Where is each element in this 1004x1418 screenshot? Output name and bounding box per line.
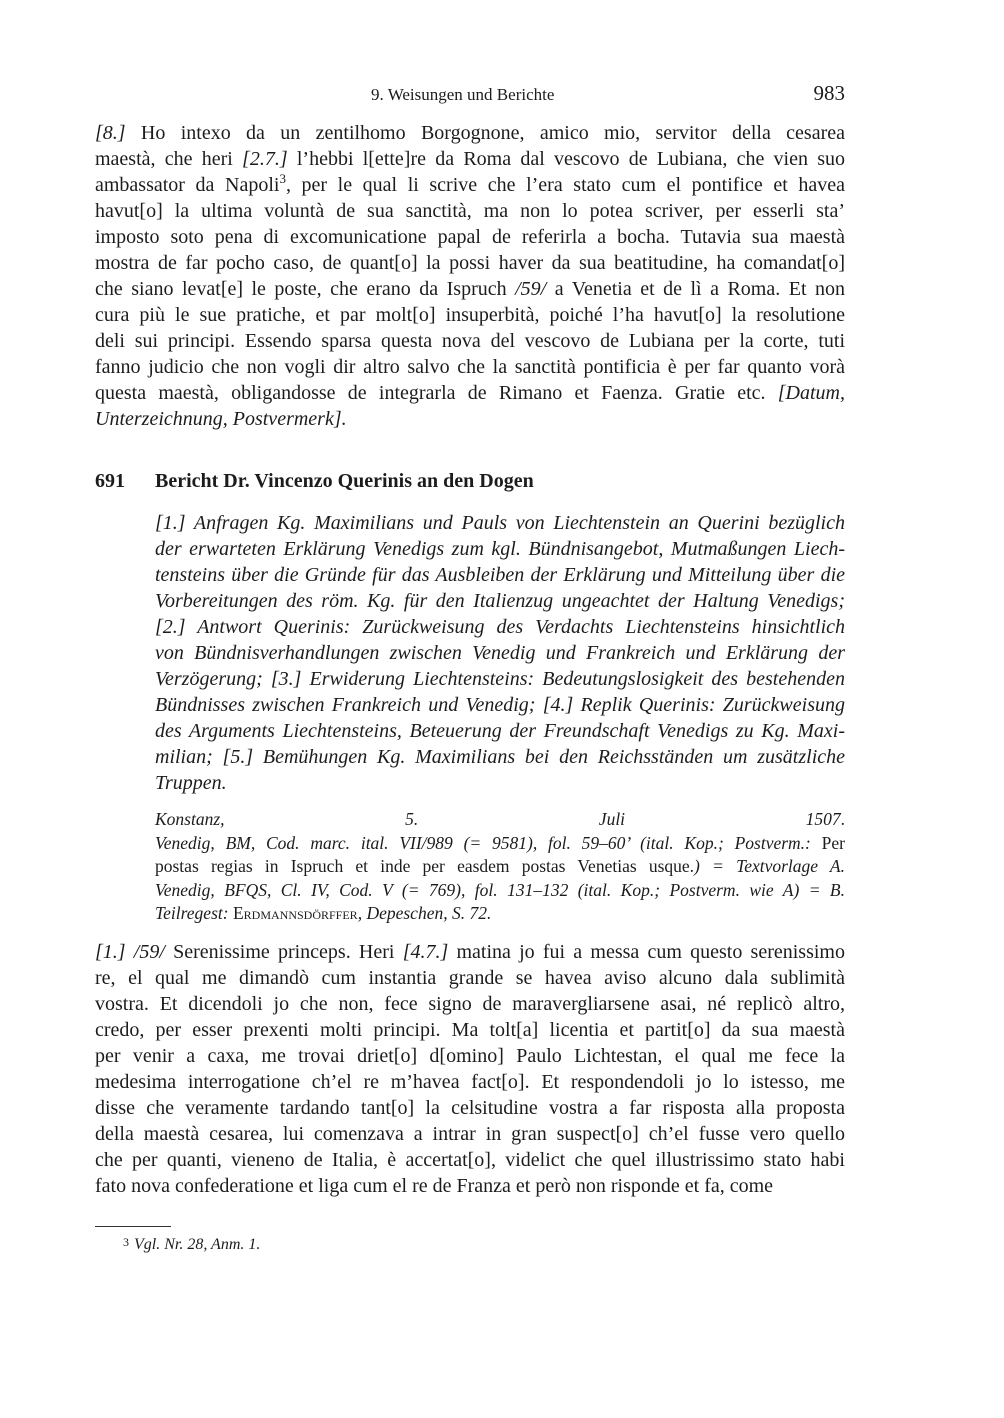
- text-line: [155, 855, 845, 879]
- text-line: [95, 1147, 845, 1173]
- text-line: [155, 640, 845, 666]
- text-segment: che siano levat[e] le poste, che erano da Ispruch: [95, 278, 516, 300]
- text-segment: Teilregest:: [155, 903, 233, 923]
- text-segment: [2.7.]: [242, 148, 288, 170]
- document-number: 691: [95, 470, 125, 492]
- text-line: [95, 302, 845, 328]
- text-line: [95, 1121, 845, 1147]
- text-segment: von Bündnisverhandlungen zwischen Venedig und Frankreich und Erklärung der: [155, 642, 845, 664]
- text-line: [95, 380, 845, 406]
- text-line: [155, 902, 845, 926]
- text-segment: .: [840, 809, 845, 829]
- text-segment: Venedig, BFQS, Cl. IV, Cod. V (= 769), fol. 131–132 (ital. Kop.; Postverm. wie A) = B.: [155, 879, 845, 900]
- text-line: [95, 1043, 845, 1069]
- text-line: [155, 536, 845, 562]
- text-segment: disse che veramente tardando tant[o] la celsitudine vostra a far risposta alla proposta: [95, 1097, 845, 1119]
- text-segment: tensteins über die Gründe für das Ausbleiben der Erklärung und Mitteilung über die: [155, 564, 845, 586]
- text-segment: Truppen.: [155, 772, 227, 794]
- text-line: [155, 562, 845, 588]
- text-segment: fanno judicio che non vogli dir altro salvo che la sanctità pontificia è per far quanto vorà: [95, 356, 845, 378]
- text-segment: , Depeschen, S. 72.: [357, 903, 492, 923]
- text-segment: Bündnisses zwischen Frankreich und Venedig; [4.] Replik Querinis: Zurückweisung: [155, 694, 845, 716]
- text-segment: Serenissime princeps. Heri: [164, 941, 403, 963]
- text-line: [95, 276, 845, 302]
- text-line: [95, 198, 845, 224]
- text-segment: a Venetia et de lì a Roma. Et non: [546, 278, 845, 300]
- text-segment: fato nova confederatione et liga cum el re de Franza et però non risponde et fa, come: [95, 1175, 774, 1197]
- text-line: [95, 991, 845, 1017]
- text-line: [95, 250, 845, 276]
- text-line: [155, 692, 845, 718]
- text-line: [95, 120, 845, 146]
- document-heading: [95, 468, 845, 494]
- text-line: [155, 510, 845, 536]
- text-line: [155, 808, 845, 832]
- text-segment: [1.] Anfragen Kg. Maximilians und Pauls von Liechtenstein an Querini bezüglich: [155, 512, 845, 534]
- text-line: [155, 588, 845, 614]
- text-line: [95, 1017, 845, 1043]
- footnote-rule: [95, 1226, 171, 1227]
- text-segment: Konstanz, 5. Juli 1507: [155, 809, 841, 829]
- text-segment: [Datum,: [777, 382, 845, 404]
- text-segment: Venedig, BM, Cod. marc. ital. VII/989 (= 9581), fol. 59–60’ (ital. Kop.; Postverm.:: [155, 832, 811, 853]
- text-segment: deli sui principi. Essendo sparsa questa nova del vescovo de Lubiana per la corte, tuti: [95, 330, 845, 352]
- text-line: [95, 224, 845, 250]
- text-line: [95, 406, 845, 432]
- text-segment: ambassator da Napoli: [95, 174, 280, 196]
- text-line: [95, 172, 845, 198]
- running-title: 9. Weisungen und Berichte: [371, 85, 555, 104]
- text-segment: mostra de far pocho caso, de quant[o] la possi haver da sua beatitudine, ha comandat[o]: [95, 252, 845, 274]
- text-segment: medesima interrogatione ch’el re m’havea fact[o]. Et respondendoli jo lo istesso, me: [95, 1071, 845, 1093]
- text-line: [95, 1173, 845, 1199]
- page-number: 983: [813, 81, 845, 105]
- text-segment: , per le qual li scrive che l’era stato cum el pontifice et havea: [285, 174, 845, 196]
- document-source-metadata: [155, 808, 845, 926]
- text-line: [95, 939, 845, 965]
- text-segment: credo, per esser prexenti molti principi. Ma tolt[a] licentia et partit[o] da sua maestà: [95, 1019, 845, 1041]
- text-line: [155, 744, 845, 770]
- text-segment: milian; [5.] Bemühungen Kg. Maximilians bei den Reichsständen um zusätzliche: [155, 746, 845, 768]
- author-name: Erdmannsdörffer: [232, 903, 358, 923]
- footnote-text: Vgl. Nr. 28, Anm. 1.: [134, 1236, 261, 1253]
- footnote-mark: 3: [123, 1235, 129, 1249]
- text-line: [95, 1069, 845, 1095]
- text-segment: Per: [810, 832, 846, 853]
- text-line: [155, 879, 845, 903]
- text-line: [155, 832, 845, 856]
- text-segment: imposto soto pena di excomunicatione papal de referirla a bocha. Tutavia sua maestà: [95, 226, 845, 248]
- text-segment: Verzögerung; [3.] Erwiderung Liechtensteins: Bedeutungslosigkeit des bestehenden: [155, 668, 845, 690]
- text-segment: [1.] /59/: [95, 941, 165, 963]
- text-segment: per venir a caxa, me trovai driet[o] d[omino] Paulo Lichtestan, el qual me fece la: [95, 1045, 845, 1067]
- text-segment: /59/: [515, 278, 547, 300]
- running-head: [0, 81, 1004, 108]
- text-segment: Unterzeichnung, Postvermerk].: [95, 408, 347, 430]
- text-line: [95, 146, 845, 172]
- text-segment: l’hebbi l[ette]re da Roma dal vescovo de Lubiana, che vien suo: [287, 148, 845, 170]
- text-line: [155, 718, 845, 744]
- text-segment: Ho intexo da un zentilhomo Borgognone, amico mio, servitor della cesarea: [125, 122, 845, 144]
- text-segment: Vorbereitungen des röm. Kg. für den Italienzug ungeachtet der Haltung Venedigs;: [155, 590, 845, 612]
- text-segment: des Arguments Liechtensteins, Beteuerung der Freundschaft Venedigs zu Kg. Maxi-: [155, 720, 845, 742]
- text-segment: postas regias in Ispruch et inde per easdem postas Venetias usque.: [155, 856, 695, 876]
- text-segment: [4.7.]: [402, 941, 449, 963]
- document-main-text: [95, 939, 845, 1199]
- text-segment: maestà, che heri: [95, 148, 243, 170]
- text-line: [95, 328, 845, 354]
- text-segment: der erwarteten Erklärung Venedigs zum kgl. Bündnisangebot, Mutmaßungen Liech-: [155, 538, 845, 560]
- text-segment: re, el qual me dimandò cum instantia grande se havea aviso alcuno dala sublimità: [95, 967, 845, 989]
- text-segment: havut[o] la ultima voluntà de sua sanctità, ma non lo potea scriver, per esserli sta’: [95, 200, 845, 222]
- text-line: [155, 614, 845, 640]
- text-line: [155, 666, 845, 692]
- text-segment: ) = Textvorlage A.: [694, 856, 845, 876]
- document-regest: [155, 510, 845, 796]
- document-title: Bericht Dr. Vincenzo Querinis an den Dogen: [155, 470, 534, 492]
- text-segment: che per quanti, vieneno de Italia, è accertat[o], videlict che quel illustrissimo stato habi: [95, 1149, 845, 1171]
- footnote: [123, 1231, 260, 1256]
- text-segment: [2.] Antwort Querinis: Zurückweisung des Verdachts Liechtensteins hinsichtlich: [155, 616, 845, 638]
- text-line: [95, 965, 845, 991]
- text-line: [155, 770, 845, 796]
- text-segment: questa maestà, obligandosse de integrarla de Rimano et Faenza. Gratie etc.: [95, 382, 778, 404]
- text-segment: della maestà cesarea, lui comenzava a intrar in gran suspect[o] ch’el fusse vero quello: [95, 1123, 845, 1145]
- text-segment: [8.]: [95, 122, 126, 144]
- text-line: [95, 354, 845, 380]
- text-segment: matina jo fui a messa cum questo serenissimo: [448, 941, 845, 963]
- text-line: [95, 1095, 845, 1121]
- text-segment: cura più le sue pratiche, et par molt[o] insuperbità, poiché l’ha havut[o] la resolutione: [95, 304, 845, 326]
- footnote-reference: 3: [279, 171, 286, 186]
- preceding-document-conclusion: [95, 120, 845, 432]
- text-segment: vostra. Et dicendoli jo che non, fece signo de maravergliarsene asai, né replicò altro,: [95, 993, 845, 1015]
